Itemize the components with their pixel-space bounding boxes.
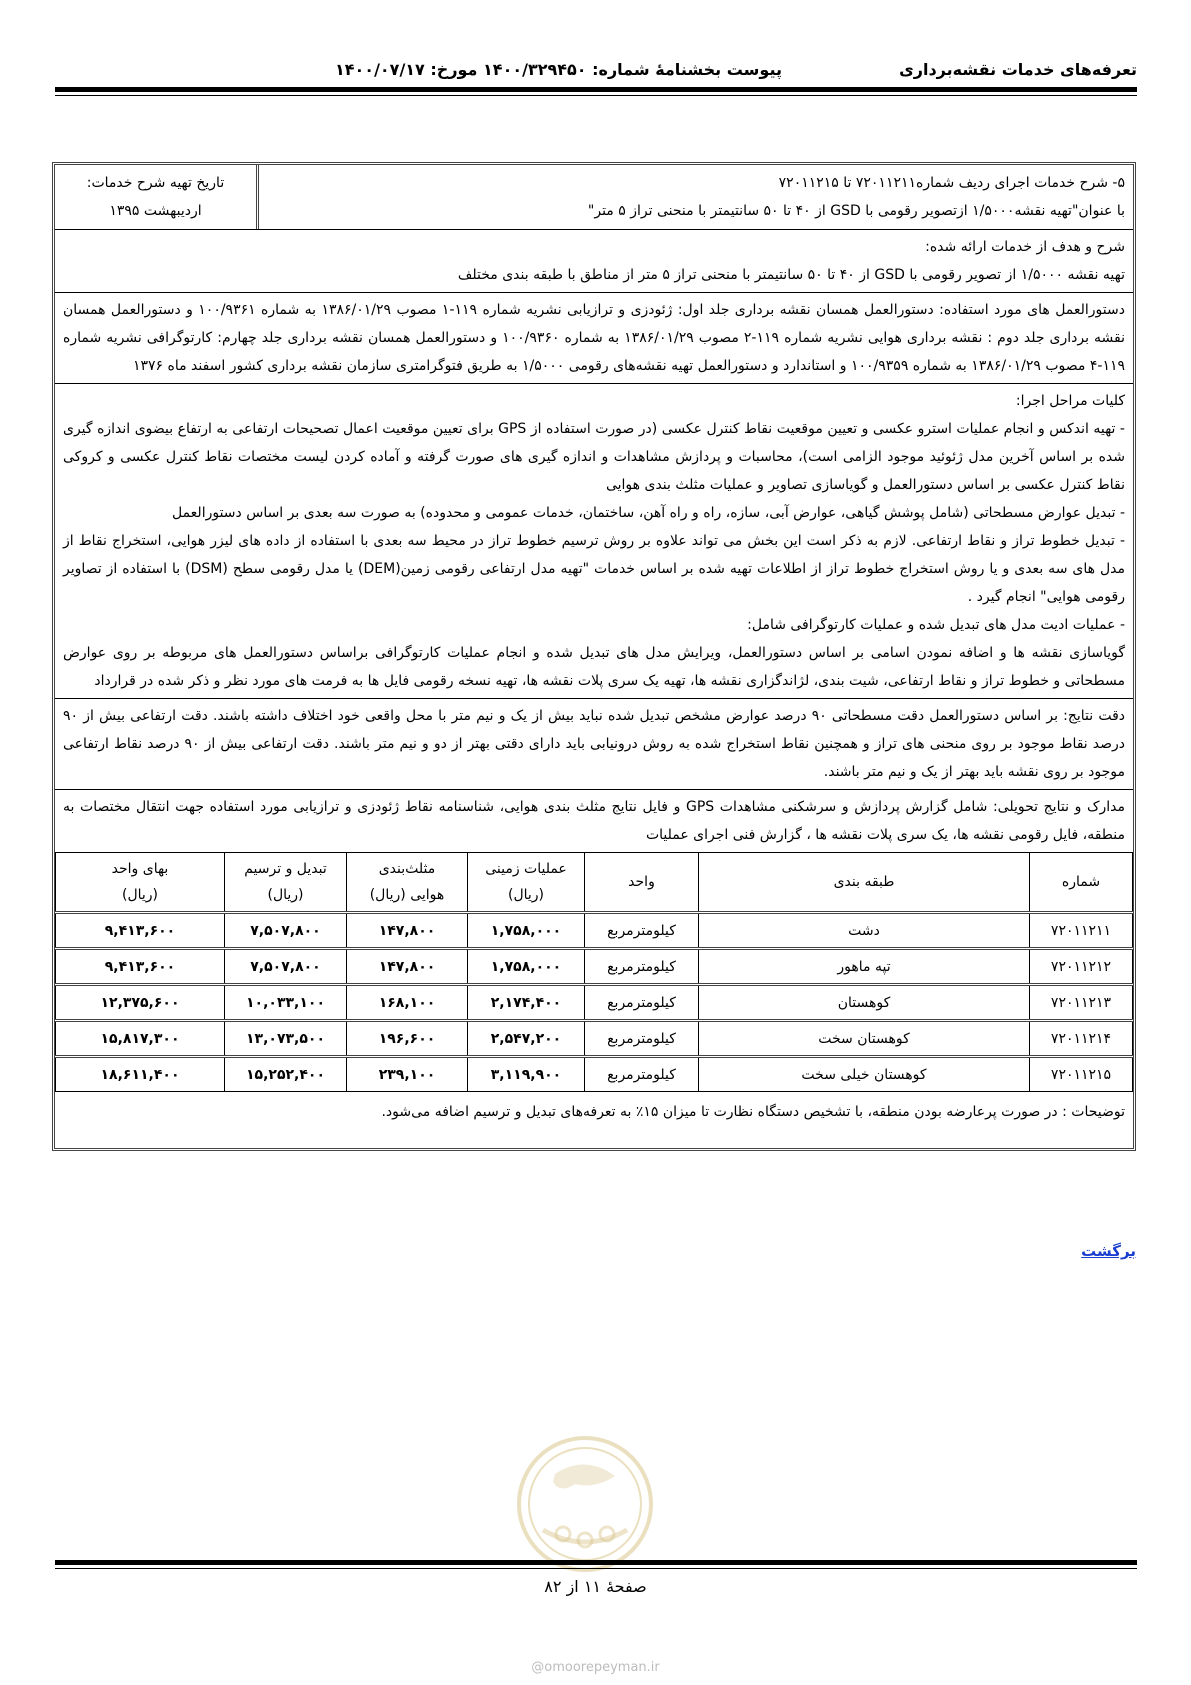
row-unit-price: ۱۲,۳۷۵,۶۰۰ xyxy=(56,985,225,1021)
row-category: کوهستان سخت xyxy=(699,1021,1030,1057)
service-title-row xyxy=(55,165,1133,230)
header-conversion-drawing xyxy=(225,853,347,913)
row-category: دشت xyxy=(699,913,1030,949)
deliverables-text: مدارک و نتایج تحویلی: شامل گزارش پردازش و سرشکنی مشاهدات GPS و فایل نتایج مثلث بندی هوایی، شناسنامه نقاط ژئودزی و ترازیابی مورد استفاده جهت انتقال مختصات به منطقه، فایل رقومی نقشه ها، یک سری پلات نقشه ها ، گزارش فنی اجرای عملیات xyxy=(63,799,1125,843)
header-conversion-drawing-line2: (ریال) xyxy=(267,887,304,903)
row-conversion-cost: ۷,۵۰۷,۸۰۰ xyxy=(225,913,347,949)
circular-reference: پیوست بخشنامهٔ شماره: ۱۴۰۰/۳۲۹۴۵۰ مورخ: ۱۴۰۰/۰۷/۱۷ xyxy=(335,60,782,79)
row-category: تپه ماهور xyxy=(699,949,1030,985)
header-rule-thick xyxy=(55,87,1137,92)
watermark-site: @omoorepeyman.ir xyxy=(531,1660,660,1675)
instructions-text: دستورالعمل های مورد استفاده: دستورالعمل همسان نقشه برداری جلد اول: ژئودزی و ترازیابی نشریه شماره ۱۱۹-۱ مصوب ۱۳۸۶/۰۱/۲۹ به شماره ۱۰۰/۹۳۶۱ و دستورالعمل همسان نقشه برداری جلد دوم : نقشه برداری هوایی نشریه شماره ۱۱۹-۲ مصوب ۱۳۸۶/۰۱/۲۹ به شماره ۱۰۰/۹۳۶۰ و دستورالعمل همسان نقشه برداری جلد چهارم: کارتوگرافی نشریه شماره ۱۱۹-۴ مصوب ۱۳۸۶/۰۱/۲۹ به شماره ۱۰۰/۹۳۵۹ و استاندارد و دستورالعمل تهیه نقشه‌های رقومی ۱/۵۰۰۰ به طریق فتوگرامتری سازمان نقشه برداری کشور اسفند ماه ۱۳۷۶ xyxy=(63,302,1126,374)
prepared-date-label: تاریخ تهیه شرح خدمات: xyxy=(86,175,225,191)
table-row xyxy=(56,913,1133,949)
deliverables-section xyxy=(55,790,1133,852)
row-number: ۷۲۰۱۱۲۱۴ xyxy=(1030,1021,1133,1057)
page-number: صفحهٔ ۱۱ از ۸۲ xyxy=(544,1577,647,1596)
row-unit: کیلومترمربع xyxy=(585,1057,699,1092)
header-rule-thin xyxy=(55,95,1137,96)
row-unit: کیلومترمربع xyxy=(585,1021,699,1057)
goal-title: شرح و هدف از خدمات ارائه شده: xyxy=(925,239,1125,255)
footer-rule-thin xyxy=(55,1568,1137,1569)
steps-title: کلیات مراحل اجرا: xyxy=(1015,393,1125,409)
header-ground-ops xyxy=(468,853,585,913)
row-ground-cost: ۱,۷۵۸,۰۰۰ xyxy=(468,913,585,949)
header-aerial-triangulation-line1: مثلث‌بندی xyxy=(378,861,436,877)
document-title: تعرفه‌های خدمات نقشه‌برداری xyxy=(899,60,1137,79)
row-ground-cost: ۲,۱۷۴,۴۰۰ xyxy=(468,985,585,1021)
steps-item-photo-control: - تهیه اندکس و انجام عملیات استرو عکسی و تعیین موقعیت نقاط کنترل عکسی (در صورت استفاده از GPS برای تعیین موقعیت اعمال تصحیحات ارتفاعی به ارتفاع بیضوی اندازه گیری شده بر اساس آخرین مدل ژئوئید موجود الزامی است)، محاسبات و پردازش مشاهدات و اندازه گیری های صورت گرفته و آماده کردن لیست مختصات نقاط کنترل عکسی و کروکی نقاط کنترل عکسی بر اساس دستورالعمل و گویاسازی تصاویر و عملیات مثلث بندی هوایی xyxy=(63,421,1125,493)
instructions-section xyxy=(55,293,1133,384)
row-unit: کیلومترمربع xyxy=(585,985,699,1021)
row-unit: کیلومترمربع xyxy=(585,949,699,985)
row-aerial-cost: ۱۴۷,۸۰۰ xyxy=(347,913,468,949)
header-unit: واحد xyxy=(585,853,699,913)
steps-item-planimetric: - تبدیل عوارض مسطحاتی (شامل پوشش گیاهی، عوارض آبی، سازه، راه و راه آهن، ساختمان، خدمات عمومی و محدوده) به صورت سه بعدی بر اساس دستورالعمل xyxy=(171,505,1125,521)
table-row xyxy=(56,1021,1133,1057)
service-title-line1: ۵- شرح خدمات اجرای ردیف شماره۷۲۰۱۱۲۱۱ تا ۷۲۰۱۱۲۱۵ xyxy=(778,175,1125,191)
header-unit-price xyxy=(56,853,225,913)
steps-item-cartography: گویاسازی نقشه ها و اضافه نمودن اسامی بر اساس دستورالعمل، ویرایش مدل های تبدیل شده و انجام عملیات کارتوگرافی براساس دستورالعمل های مربوطه بر روی عوارض مسطحاتی و خطوط تراز و نقاط ارتفاعی، شیت بندی، لژاندگزاری نقشه ها، تهیه یک سری پلات نقشه ها، تهیه نسخه رقومی فایل ها به فرمت های مورد نظر و ذکر شده در قرارداد xyxy=(63,645,1125,689)
prepared-date-value: اردیبهشت ۱۳۹۵ xyxy=(109,203,202,219)
row-unit-price: ۹,۴۱۳,۶۰۰ xyxy=(56,949,225,985)
row-category: کوهستان خیلی سخت xyxy=(699,1057,1030,1092)
header-ground-ops-line1: عملیات زمینی xyxy=(485,861,567,877)
goal-text: تهیه نقشه ۱/۵۰۰۰ از تصویر رقومی با GSD از ۴۰ تا ۵۰ سانتیمتر با منحنی تراز ۵ متر از مناطق با طبقه بندی مختلف xyxy=(457,267,1125,283)
row-unit-price: ۱۸,۶۱۱,۴۰۰ xyxy=(56,1057,225,1092)
row-aerial-cost: ۱۴۷,۸۰۰ xyxy=(347,949,468,985)
row-conversion-cost: ۱۰,۰۳۳,۱۰۰ xyxy=(225,985,347,1021)
accuracy-section xyxy=(55,699,1133,790)
goal-section xyxy=(55,230,1133,293)
row-ground-cost: ۲,۵۴۷,۲۰۰ xyxy=(468,1021,585,1057)
header-number: شماره xyxy=(1030,853,1133,913)
row-unit-price: ۹,۴۱۳,۶۰۰ xyxy=(56,913,225,949)
notes-text: توضیحات : در صورت پرعارضه بودن منطقه، با تشخیص دستگاه نظارت تا میزان ۱۵٪ به تعرفه‌های تبدیل و ترسیم اضافه می‌شود. xyxy=(381,1104,1125,1120)
header-aerial-triangulation xyxy=(347,853,468,913)
header-category: طبقه بندی xyxy=(699,853,1030,913)
header-unit-price-line1: بهای واحد xyxy=(111,861,169,877)
row-conversion-cost: ۱۵,۲۵۲,۴۰۰ xyxy=(225,1057,347,1092)
header-conversion-drawing-line1: تبدیل و ترسیم xyxy=(244,861,327,877)
steps-item-editing: - عملیات ادیت مدل های تبدیل شده و عملیات کارتوگرافی شامل: xyxy=(747,617,1125,633)
service-description-frame xyxy=(52,162,1136,1151)
footer-rule-thick xyxy=(55,1560,1137,1565)
tariff-table xyxy=(55,852,1133,1092)
row-unit: کیلومترمربع xyxy=(585,913,699,949)
service-title-line2: با عنوان"تهیه نقشه۱/۵۰۰۰ ازتصویر رقومی با GSD از ۴۰ تا ۵۰ سانتیمتر با منحنی تراز ۵ متر" xyxy=(587,203,1125,219)
header-unit-price-line2: (ریال) xyxy=(121,887,159,903)
tariff-header-row xyxy=(56,853,1133,913)
row-number: ۷۲۰۱۱۲۱۲ xyxy=(1030,949,1133,985)
header-aerial-triangulation-line2: هوایی (ریال) xyxy=(369,887,445,903)
steps-section xyxy=(55,384,1133,699)
page-header xyxy=(55,52,1137,80)
table-row xyxy=(56,985,1133,1021)
table-row xyxy=(56,1057,1133,1092)
row-ground-cost: ۳,۱۱۹,۹۰۰ xyxy=(468,1057,585,1092)
row-number: ۷۲۰۱۱۲۱۱ xyxy=(1030,913,1133,949)
row-aerial-cost: ۱۶۸,۱۰۰ xyxy=(347,985,468,1021)
row-number: ۷۲۰۱۱۲۱۳ xyxy=(1030,985,1133,1021)
row-unit-price: ۱۵,۸۱۷,۳۰۰ xyxy=(56,1021,225,1057)
omoorepeyman-seal-logo-icon xyxy=(515,1434,655,1574)
prepared-date-cell xyxy=(55,165,259,229)
back-link[interactable]: برگشت xyxy=(1081,1242,1136,1260)
row-ground-cost: ۱,۷۵۸,۰۰۰ xyxy=(468,949,585,985)
row-number: ۷۲۰۱۱۲۱۵ xyxy=(1030,1057,1133,1092)
service-title-cell xyxy=(259,165,1133,229)
notes-section xyxy=(55,1092,1133,1148)
row-conversion-cost: ۷,۵۰۷,۸۰۰ xyxy=(225,949,347,985)
table-row xyxy=(56,949,1133,985)
row-aerial-cost: ۱۹۶,۶۰۰ xyxy=(347,1021,468,1057)
steps-item-contours: - تبدیل خطوط تراز و نقاط ارتفاعی. لازم به ذکر است این بخش می تواند علاوه بر روش ترسیم خطوط تراز در محیط سه بعدی با استفاده از داده های لیزر هوایی، استخراج نقاط از مدل های سه بعدی و یا روش استخراج خطوط تراز از اطلاعات تهیه شده بر اساس خدمات "تهیه مدل ارتفاعی رقومی زمین(DEM) یا مدل رقومی سطح (DSM) با استفاده از تصاویر رقومی هوایی" انجام گیرد . xyxy=(63,533,1126,605)
row-conversion-cost: ۱۳,۰۷۳,۵۰۰ xyxy=(225,1021,347,1057)
header-ground-ops-line2: (ریال) xyxy=(507,887,545,903)
row-category: کوهستان xyxy=(699,985,1030,1021)
accuracy-text: دقت نتایج: بر اساس دستورالعمل دقت مسطحاتی ۹۰ درصد عوارض مشخص تبدیل شده نباید بیش از یک و نیم متر با محل واقعی خود اختلاف داشته باشند. دقت ارتفاعی بیش از ۹۰ درصد نقاط موجود بر روی منحنی های تراز و همچنین نقاط استخراج شده به روش درونیابی باید دارای دقتی بهتر از دو و نیم متر باشند. دقت ارتفاعی بیش از ۹۰ درصد نقاط ارتفاعی موجود بر روی نقشه باید بهتر از یک و نیم متر باشند. xyxy=(63,708,1125,780)
row-aerial-cost: ۲۳۹,۱۰۰ xyxy=(347,1057,468,1092)
